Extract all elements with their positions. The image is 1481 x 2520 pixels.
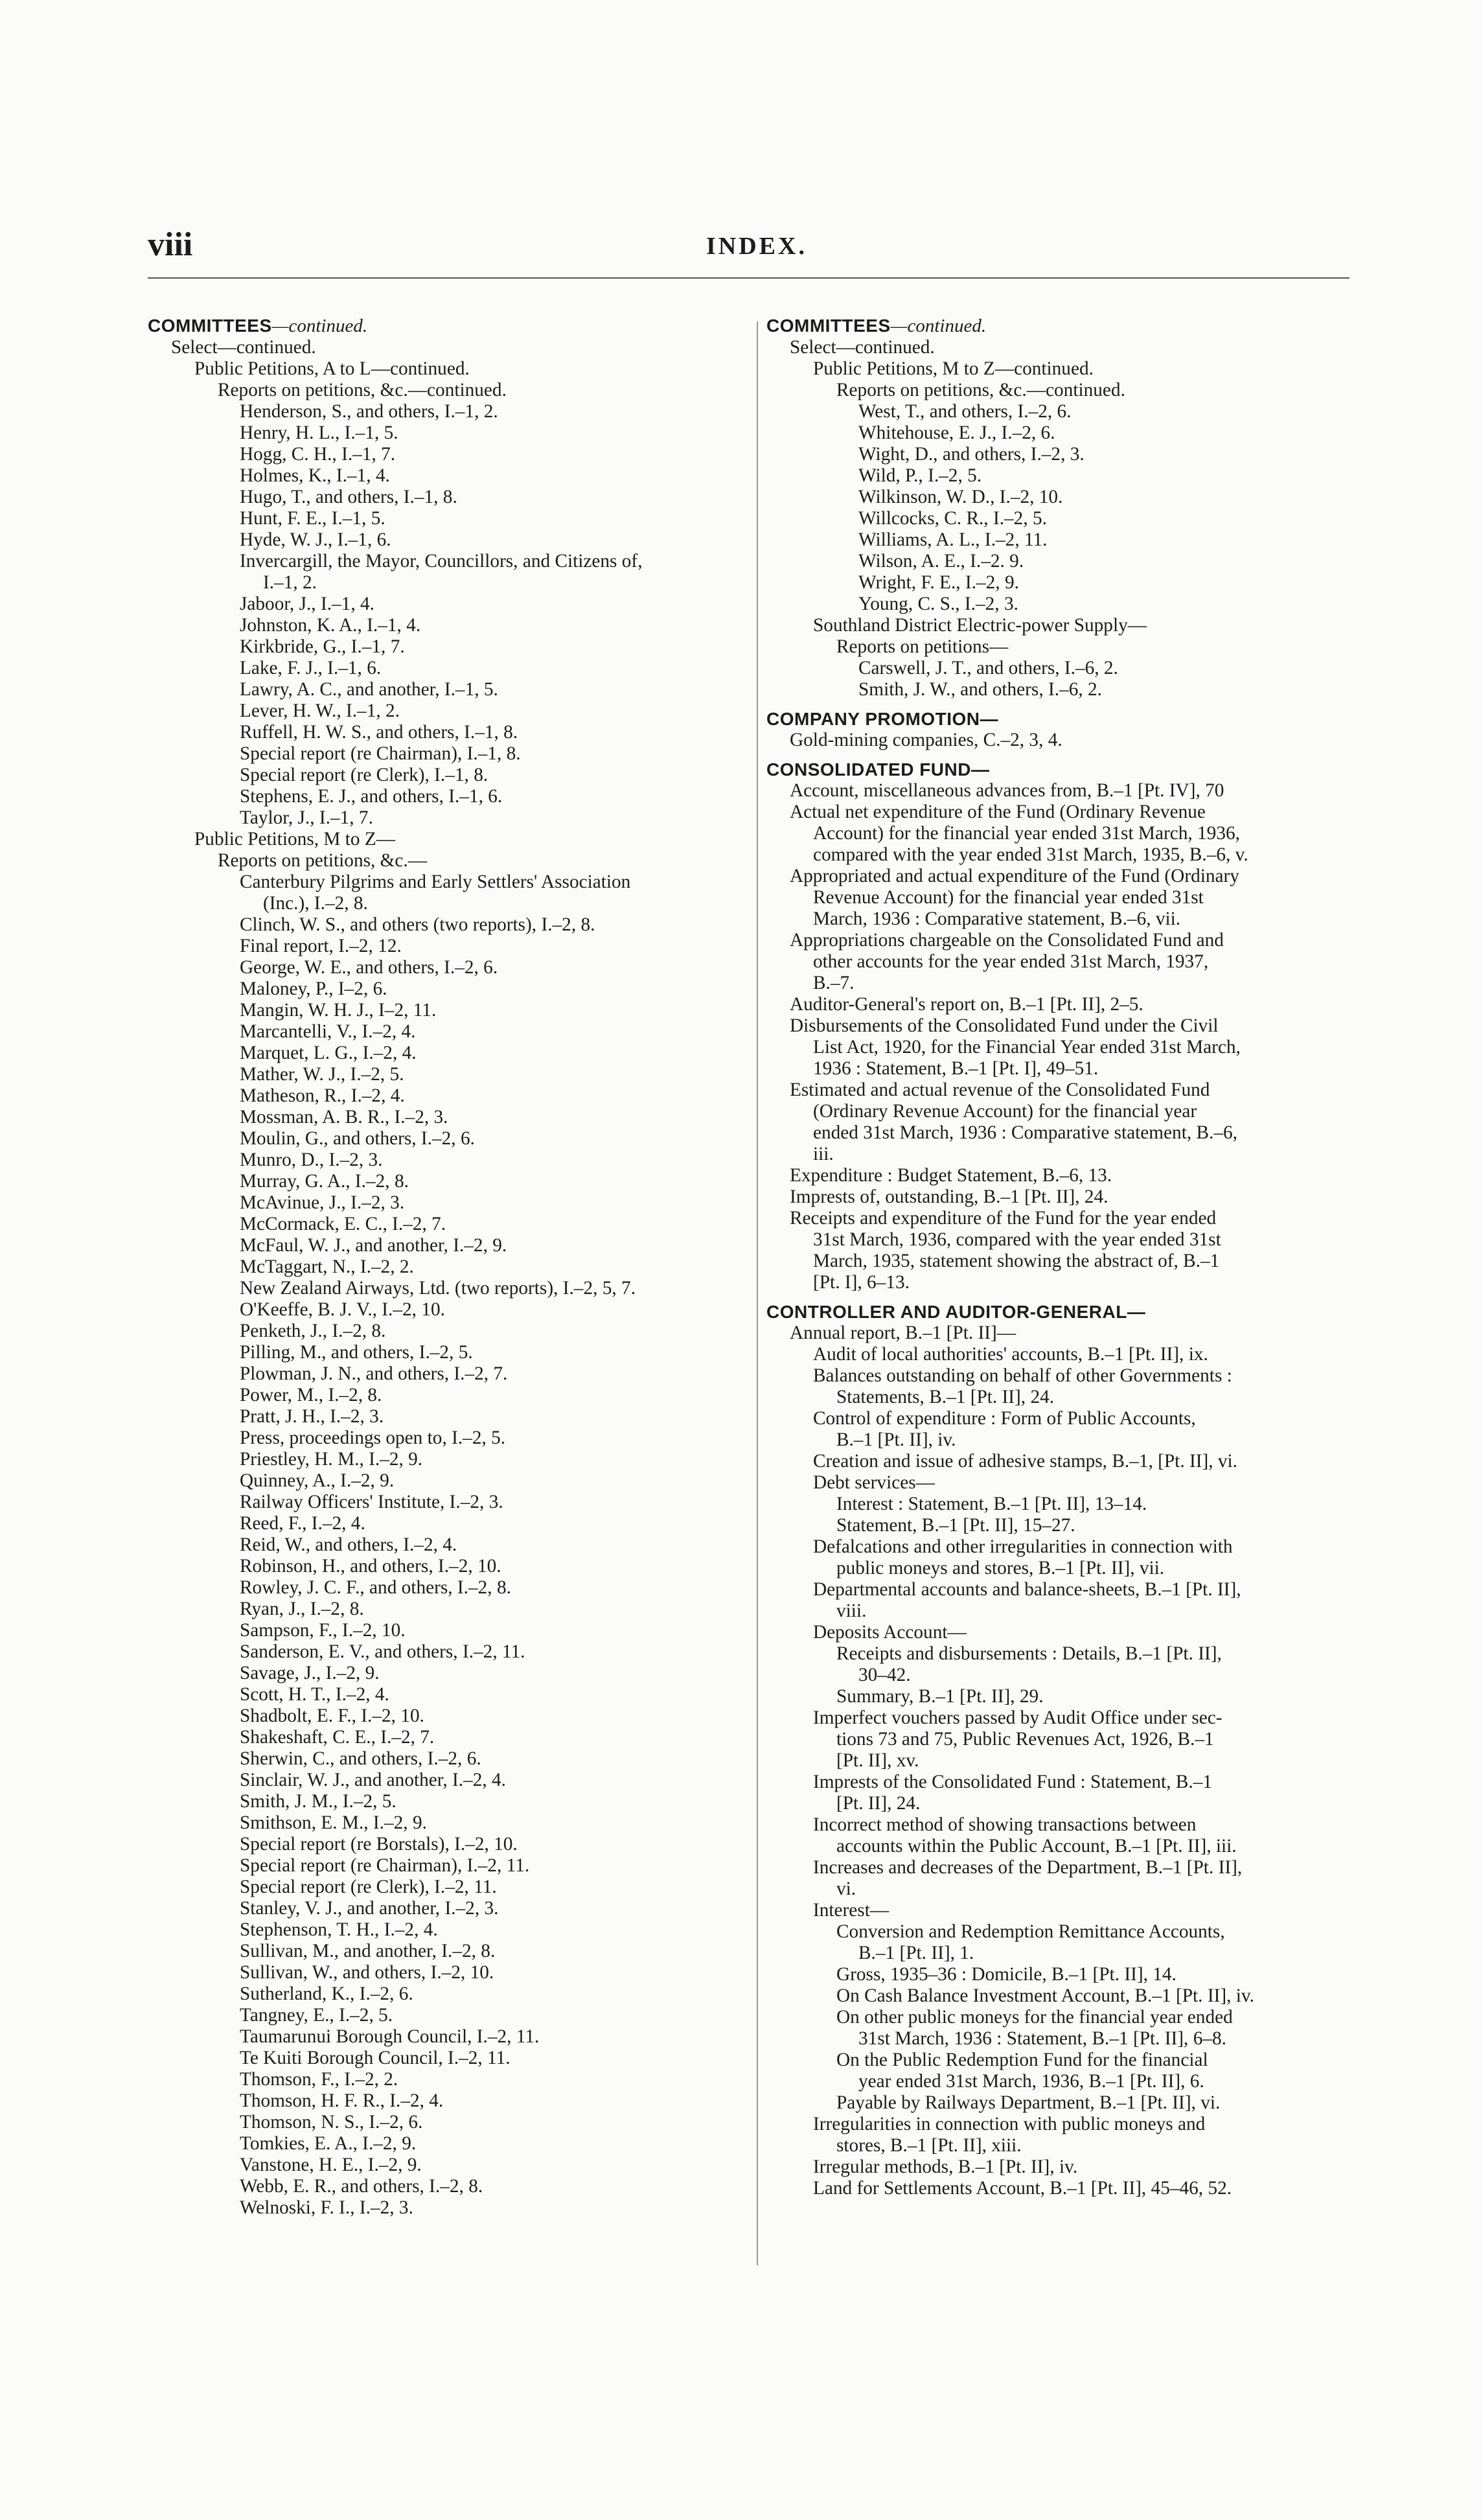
index-entry: Stanley, V. J., and another, I.–2, 3.	[240, 1898, 499, 1919]
index-entry: compared with the year ended 31st March, 1935, B.–6, v.	[813, 844, 1248, 865]
index-entry: Stephenson, T. H., I.–2, 4.	[240, 1919, 438, 1940]
index-entry: Balances outstanding on behalf of other Governments :	[813, 1365, 1232, 1386]
index-entry: (Ordinary Revenue Account) for the financial year	[813, 1101, 1197, 1122]
index-entry: Whitehouse, E. J., I.–2, 6.	[858, 422, 1055, 443]
index-entry: Reed, F., I.–2, 4.	[240, 1513, 365, 1534]
index-entry: accounts within the Public Account, B.–1 [Pt. II], iii.	[836, 1836, 1237, 1856]
index-entry: Increases and decreases of the Department, B.–1 [Pt. II],	[813, 1857, 1243, 1878]
index-entry: Debt services—	[813, 1472, 935, 1493]
index-entry: Ruffell, H. W. S., and others, I.–1, 8.	[240, 722, 518, 743]
index-entry: Summary, B.–1 [Pt. II], 29.	[836, 1686, 1044, 1707]
index-entry: Munro, D., I.–2, 3.	[240, 1150, 383, 1170]
index-entry: Interest—	[813, 1900, 890, 1921]
index-entry: Henderson, S., and others, I.–1, 2.	[240, 401, 498, 422]
index-entry: Johnston, K. A., I.–1, 4.	[240, 615, 421, 636]
index-entry: Stephens, E. J., and others, I.–1, 6.	[240, 786, 503, 807]
index-entry: Te Kuiti Borough Council, I.–2, 11.	[240, 2048, 511, 2068]
heading-text: CONSOLIDATED FUND—	[766, 759, 990, 780]
index-entry: Willcocks, C. R., I.–2, 5.	[858, 508, 1047, 529]
heading-text: COMMITTEES	[766, 316, 891, 336]
index-entry: Hogg, C. H., I.–1, 7.	[240, 444, 396, 465]
index-entry: Imperfect vouchers passed by Audit Office under sec-	[813, 1707, 1223, 1728]
index-entry: On Cash Balance Investment Account, B.–1 [Pt. II], iv.	[836, 1985, 1254, 2006]
index-entry: Welnoski, F. I., I.–2, 3.	[240, 2197, 413, 2218]
index-entry: Thomson, N. S., I.–2, 6.	[240, 2112, 423, 2133]
index-entry: Select—continued.	[790, 337, 935, 358]
index-entry: Moulin, G., and others, I.–2, 6.	[240, 1128, 475, 1149]
index-entry: Reports on petitions, &c.—continued.	[836, 380, 1125, 400]
index-entry: Appropriated and actual expenditure of the Fund (Ordinary	[790, 866, 1239, 886]
index-entry: Wild, P., I.–2, 5.	[858, 465, 982, 486]
index-entry: Hunt, F. E., I.–1, 5.	[240, 508, 385, 529]
index-entry: B.–1 [Pt. II], iv.	[836, 1429, 956, 1450]
heading-continued: —continued.	[890, 316, 987, 336]
index-entry: Savage, J., I.–2, 9.	[240, 1663, 380, 1683]
index-entry: Smith, J. W., and others, I.–6, 2.	[858, 679, 1102, 700]
index-entry: Reports on petitions, &c.—	[218, 850, 428, 871]
index-entry: March, 1935, statement showing the abstract of, B.–1	[813, 1251, 1220, 1271]
index-entry: West, T., and others, I.–2, 6.	[858, 401, 1072, 422]
index-entry: Lake, F. J., I.–1, 6.	[240, 658, 382, 678]
index-entry: Mather, W. J., I.–2, 5.	[240, 1064, 404, 1085]
index-entry: Appropriations chargeable on the Consolidated Fund and	[790, 930, 1224, 951]
index-entry: Imprests of, outstanding, B.–1 [Pt. II], 24.	[790, 1186, 1108, 1207]
index-column-left	[148, 315, 744, 2219]
index-entry: Account) for the financial year ended 31st March, 1936,	[813, 823, 1240, 844]
index-entry: Smith, J. M., I.–2, 5.	[240, 1791, 396, 1812]
index-entry: Thomson, F., I.–2, 2.	[240, 2069, 398, 2090]
index-entry: Plowman, J. N., and others, I.–2, 7.	[240, 1363, 508, 1384]
index-entry: McTaggart, N., I.–2, 2.	[240, 1256, 414, 1277]
index-entry: Disbursements of the Consolidated Fund under the Civil	[790, 1015, 1219, 1036]
index-entry: Clinch, W. S., and others (two reports), I.–2, 8.	[240, 914, 595, 935]
index-entry: 1936 : Statement, B.–1 [Pt. I], 49–51.	[813, 1058, 1099, 1079]
index-entry: [Pt. II], xv.	[836, 1750, 919, 1771]
index-entry: Hugo, T., and others, I.–1, 8.	[240, 487, 457, 507]
index-heading	[148, 315, 744, 337]
index-entry: Carswell, J. T., and others, I.–6, 2.	[858, 658, 1118, 678]
index-entry: viii.	[836, 1601, 867, 1621]
index-entry: New Zealand Airways, Ltd. (two reports), I.–2, 5, 7.	[240, 1278, 636, 1299]
index-entry: B.–1 [Pt. II], 1.	[858, 1943, 974, 1963]
index-entry: Wight, D., and others, I.–2, 3.	[858, 444, 1085, 465]
index-entry: McAvinue, J., I.–2, 3.	[240, 1192, 405, 1213]
index-entry: Interest : Statement, B.–1 [Pt. II], 13–14.	[836, 1494, 1147, 1514]
index-entry: Special report (re Borstals), I.–2, 10.	[240, 1834, 518, 1855]
index-entry: Auditor-General's report on, B.–1 [Pt. II], 2–5.	[790, 994, 1143, 1015]
index-entry: Lever, H. W., I.–1, 2.	[240, 700, 400, 721]
index-entry: stores, B.–1 [Pt. II], xiii.	[836, 2135, 1022, 2156]
index-entry: Southland District Electric-power Supply—	[813, 615, 1147, 636]
index-entry: Lawry, A. C., and another, I.–1, 5.	[240, 679, 498, 700]
index-entry: Railway Officers' Institute, I.–2, 3.	[240, 1492, 503, 1512]
index-entry: tions 73 and 75, Public Revenues Act, 1926, B.–1	[836, 1729, 1214, 1750]
index-entry: Pratt, J. H., I.–2, 3.	[240, 1406, 384, 1427]
heading-text: CONTROLLER AND AUDITOR-GENERAL—	[766, 1302, 1146, 1322]
index-entry: Mangin, W. H. J., I–2, 11.	[240, 1000, 437, 1021]
index-entry: Public Petitions, M to Z—continued.	[813, 358, 1094, 379]
index-entry: Final report, I.–2, 12.	[240, 936, 402, 956]
index-entry: Williams, A. L., I.–2, 11.	[858, 529, 1048, 550]
index-heading	[766, 1301, 1353, 1323]
index-entry: Irregularities in connection with public moneys and	[813, 2114, 1206, 2134]
index-heading	[766, 759, 1353, 780]
index-entry: Holmes, K., I.–1, 4.	[240, 465, 390, 486]
index-entry: Estimated and actual revenue of the Consolidated Fund	[790, 1080, 1210, 1100]
index-entry: B.–7.	[813, 973, 855, 993]
index-entry: Penketh, J., I.–2, 8.	[240, 1321, 386, 1341]
index-entry: Account, miscellaneous advances from, B.–1 [Pt. IV], 70	[790, 780, 1224, 801]
index-entry: List Act, 1920, for the Financial Year ended 31st March,	[813, 1037, 1241, 1058]
index-entry: Imprests of the Consolidated Fund : Statement, B.–1	[813, 1772, 1212, 1792]
index-entry: year ended 31st March, 1936, B.–1 [Pt. II], 6.	[858, 2071, 1204, 2092]
index-entry: Wright, F. E., I.–2, 9.	[858, 572, 1019, 593]
index-entry: Creation and issue of adhesive stamps, B.–1, [Pt. II], vi.	[813, 1451, 1238, 1472]
index-entry: Land for Settlements Account, B.–1 [Pt. II], 45–46, 52.	[813, 2178, 1232, 2199]
index-entry: Select—continued.	[171, 337, 316, 358]
index-entry: Special report (re Clerk), I.–2, 11.	[240, 1877, 497, 1897]
index-entry: Power, M., I.–2, 8.	[240, 1385, 382, 1405]
header-rule	[148, 277, 1349, 279]
index-entry: iii.	[813, 1144, 834, 1164]
index-entry: Incorrect method of showing transactions between	[813, 1814, 1197, 1835]
index-entry: Pilling, M., and others, I.–2, 5.	[240, 1342, 473, 1363]
index-entry: Revenue Account) for the financial year ended 31st	[813, 887, 1204, 908]
index-entry: Sullivan, M., and another, I.–2, 8.	[240, 1941, 496, 1961]
index-entry: George, W. E., and others, I.–2, 6.	[240, 957, 498, 978]
index-entry: Reid, W., and others, I.–2, 4.	[240, 1534, 457, 1555]
index-heading	[766, 315, 1353, 337]
index-entry: Tomkies, E. A., I.–2, 9.	[240, 2133, 417, 2154]
index-entry: I.–1, 2.	[263, 572, 317, 593]
index-entry: Actual net expenditure of the Fund (Ordinary Revenue	[790, 802, 1206, 822]
index-entry: Gross, 1935–36 : Domicile, B.–1 [Pt. II], 14.	[836, 1964, 1177, 1985]
index-entry: Defalcations and other irregularities in connection with	[813, 1536, 1233, 1557]
index-entry: Smithson, E. M., I.–2, 9.	[240, 1812, 427, 1833]
index-entry: On the Public Redemption Fund for the financial	[836, 2050, 1208, 2070]
index-entry: Sutherland, K., I.–2, 6.	[240, 1983, 413, 2004]
heading-text: COMMITTEES	[148, 316, 272, 336]
index-entry: other accounts for the year ended 31st March, 1937,	[813, 951, 1209, 972]
index-entry: Annual report, B.–1 [Pt. II]—	[790, 1323, 1016, 1343]
index-entry: ended 31st March, 1936 : Comparative statement, B.–6,	[813, 1122, 1237, 1143]
index-entry: Sullivan, W., and others, I.–2, 10.	[240, 1962, 494, 1983]
index-entry: Conversion and Redemption Remittance Accounts,	[836, 1921, 1225, 1942]
index-entry: Special report (re Chairman), I.–1, 8.	[240, 743, 521, 764]
index-entry: [Pt. II], 24.	[836, 1793, 921, 1814]
index-entry: (Inc.), I.–2, 8.	[263, 893, 368, 914]
index-entry: March, 1936 : Comparative statement, B.–6, vii.	[813, 908, 1181, 929]
index-entry: Sinclair, W. J., and another, I.–2, 4.	[240, 1770, 506, 1790]
index-entry: Expenditure : Budget Statement, B.–6, 13.	[790, 1165, 1112, 1186]
index-entry: Deposits Account—	[813, 1622, 967, 1643]
index-entry: Payable by Railways Department, B.–1 [Pt. II], vi.	[836, 2092, 1221, 2113]
index-entry: Receipts and expenditure of the Fund for the year ended	[790, 1208, 1217, 1229]
index-entry: Thomson, H. F. R., I.–2, 4.	[240, 2090, 444, 2111]
index-entry: On other public moneys for the financial year ended	[836, 2007, 1233, 2028]
index-entry: Tangney, E., I.–2, 5.	[240, 2005, 393, 2026]
index-entry: Press, proceedings open to, I.–2, 5.	[240, 1428, 506, 1448]
index-entry: [Pt. I], 6–13.	[813, 1272, 910, 1293]
index-entry: Vanstone, H. E., I.–2, 9.	[240, 2155, 422, 2175]
index-entry: Shadbolt, E. F., I.–2, 10.	[240, 1705, 424, 1726]
index-entry: Jaboor, J., I.–1, 4.	[240, 594, 374, 614]
index-entry: Audit of local authorities' accounts, B.–1 [Pt. II], ix.	[813, 1344, 1208, 1365]
index-entry: McCormack, E. C., I.–2, 7.	[240, 1214, 446, 1234]
heading-text: COMPANY PROMOTION—	[766, 709, 998, 729]
index-entry: Wilkinson, W. D., I.–2, 10.	[858, 487, 1063, 507]
index-entry: Matheson, R., I.–2, 4.	[240, 1085, 405, 1106]
index-entry: Irregular methods, B.–1 [Pt. II], iv.	[813, 2156, 1078, 2177]
index-entry: Marcantelli, V., I.–2, 4.	[240, 1021, 416, 1042]
index-entry: 31st March, 1936, compared with the year ended 31st	[813, 1229, 1221, 1250]
index-entry: Departmental accounts and balance-sheets, B.–1 [Pt. II],	[813, 1579, 1241, 1600]
index-entry: O'Keeffe, B. J. V., I.–2, 10.	[240, 1299, 445, 1320]
index-entry: Quinney, A., I.–2, 9.	[240, 1470, 395, 1491]
index-entry: Public Petitions, M to Z—	[194, 829, 396, 850]
index-entry: Murray, G. A., I.–2, 8.	[240, 1171, 409, 1192]
index-entry: 31st March, 1936 : Statement, B.–1 [Pt. II], 6–8.	[858, 2028, 1226, 2049]
index-entry: Kirkbride, G., I.–1, 7.	[240, 636, 405, 657]
index-entry: Reports on petitions, &c.—continued.	[218, 380, 507, 400]
column-divider	[757, 321, 758, 2265]
index-column-right	[766, 315, 1353, 2199]
heading-continued: —continued.	[271, 316, 368, 336]
index-entry: Taumarunui Borough Council, I.–2, 11.	[240, 2026, 540, 2047]
index-entry: vi.	[836, 1878, 856, 1899]
index-entry: 30–42.	[858, 1665, 911, 1685]
index-entry: Canterbury Pilgrims and Early Settlers' Association	[240, 872, 631, 892]
index-entry: Statement, B.–1 [Pt. II], 15–27.	[836, 1515, 1075, 1536]
index-entry: Reports on petitions—	[836, 636, 1009, 657]
index-entry: Sanderson, E. V., and others, I.–2, 11.	[240, 1641, 525, 1662]
index-entry: Taylor, J., I.–1, 7.	[240, 807, 373, 828]
page-number: viii	[148, 226, 193, 263]
index-entry: Mossman, A. B. R., I.–2, 3.	[240, 1107, 448, 1127]
index-entry: Sampson, F., I.–2, 10.	[240, 1620, 406, 1641]
index-entry: Special report (re Clerk), I.–1, 8.	[240, 765, 488, 785]
index-entry: Gold-mining companies, C.–2, 3, 4.	[790, 730, 1062, 750]
index-entry: Priestley, H. M., I.–2, 9.	[240, 1449, 423, 1470]
index-entry: Ryan, J., I.–2, 8.	[240, 1599, 364, 1619]
index-entry: Young, C. S., I.–2, 3.	[858, 594, 1018, 614]
index-entry: Public Petitions, A to L—continued.	[194, 358, 470, 379]
index-entry: Special report (re Chairman), I.–2, 11.	[240, 1855, 530, 1876]
running-title: INDEX.	[706, 233, 807, 260]
index-entry: Hyde, W. J., I.–1, 6.	[240, 529, 391, 550]
index-entry: Scott, H. T., I.–2, 4.	[240, 1684, 389, 1705]
index-entry: Rowley, J. C. F., and others, I.–2, 8.	[240, 1577, 511, 1598]
index-entry: public moneys and stores, B.–1 [Pt. II], vii.	[836, 1558, 1165, 1578]
index-entry: Invercargill, the Mayor, Councillors, and Citizens of,	[240, 551, 643, 572]
index-entry: Shakeshaft, C. E., I.–2, 7.	[240, 1727, 435, 1748]
index-entry: Robinson, H., and others, I.–2, 10.	[240, 1556, 501, 1577]
index-entry: Wilson, A. E., I.–2. 9.	[858, 551, 1024, 572]
index-entry: Sherwin, C., and others, I.–2, 6.	[240, 1748, 481, 1769]
index-entry: Control of expenditure : Form of Public Accounts,	[813, 1408, 1196, 1429]
index-entry: Henry, H. L., I.–1, 5.	[240, 422, 398, 443]
index-entry: Receipts and disbursements : Details, B.–1 [Pt. II],	[836, 1643, 1222, 1664]
index-entry: Statements, B.–1 [Pt. II], 24.	[836, 1387, 1055, 1407]
index-entry: Marquet, L. G., I.–2, 4.	[240, 1043, 417, 1063]
index-entry: Webb, E. R., and others, I.–2, 8.	[240, 2176, 483, 2197]
index-heading	[766, 708, 1353, 730]
index-entry: Maloney, P., I–2, 6.	[240, 978, 387, 999]
index-entry: McFaul, W. J., and another, I.–2, 9.	[240, 1235, 507, 1256]
